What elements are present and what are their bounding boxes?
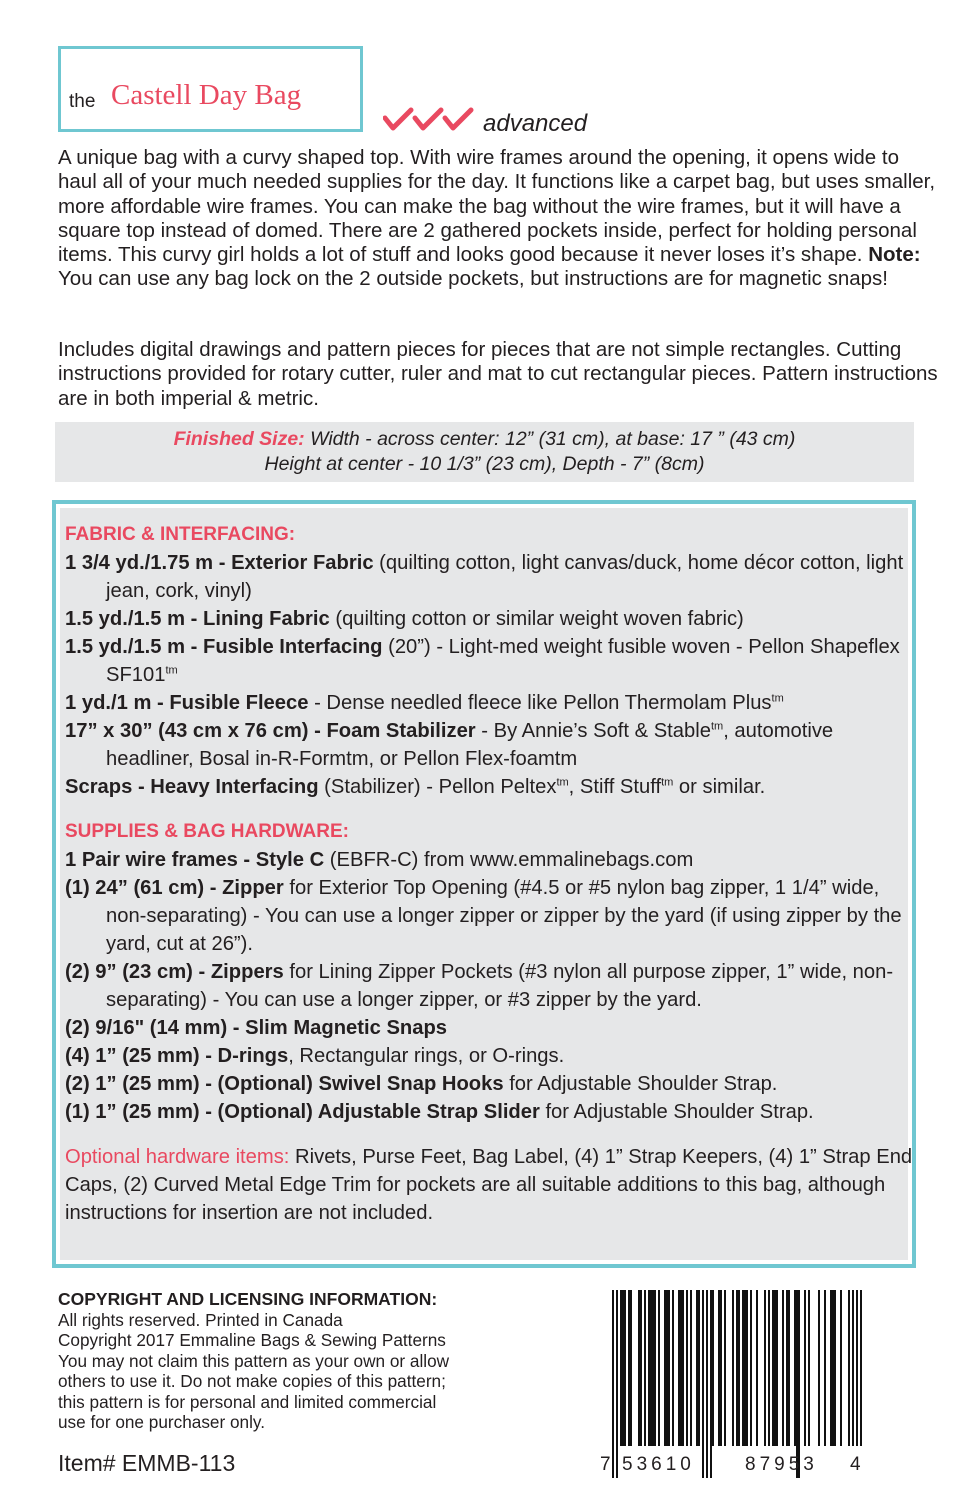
barcode-bar (724, 1290, 726, 1446)
barcode-bar (738, 1290, 740, 1446)
barcode-bar (808, 1290, 810, 1446)
fabric-item: 1 yd./1 m - Fusible Fleece - Dense needled fleece like Pellon Thermolam Plus$^{tm}$ (65, 692, 784, 714)
supply-item: (4) 1” (25 mm) - D-rings, Rectangular rings, or O-rings. (65, 1045, 565, 1067)
barcode-bar (640, 1290, 642, 1446)
barcode-bar (834, 1290, 836, 1446)
note-label: Note: (868, 243, 921, 267)
copyright-heading: COPYRIGHT AND LICENSING INFORMATION: (58, 1289, 438, 1309)
barcode-bar (804, 1290, 806, 1446)
barcode-bar (798, 1290, 800, 1478)
barcode-bar (678, 1290, 680, 1446)
barcode-bar (712, 1290, 714, 1446)
title-box (58, 46, 363, 132)
barcode-bar (774, 1290, 776, 1446)
copyright-line: use for one purchaser only. (58, 1412, 266, 1432)
barcode-bar (680, 1290, 682, 1446)
pattern-title: Castell Day Bag (111, 79, 302, 111)
supply-item: (2) 9” (23 cm) - Zippers for Lining Zipper Pockets (#3 nylon all purpose zipper, 1” wide, non-separating) - You can use a longer zipper, or #3 zipper by the yard. (65, 961, 894, 1011)
barcode-bar (718, 1290, 720, 1446)
copyright-line: this pattern is for personal and limited commercial (58, 1391, 437, 1412)
barcode-bar (698, 1290, 700, 1446)
fabric-item: 17” x 30” (43 cm x 76 cm) - Foam Stabilizer - By Annie’s Soft & Stable$^{tm}$, automotive headliner, Bosal in-R-Formtm, or Pellon Flex-foamtm (65, 720, 834, 770)
fabric-item: 1.5 yd./1.5 m - Lining Fabric (quilting cotton or similar weight woven fabric) (65, 608, 744, 630)
triple-check-icon (383, 106, 475, 132)
optional-text: Rivets, Purse Feet, Bag Label, (4) 1” Strap Keepers, (4) 1” Strap End Caps, (2) Curved Metal Edge Trim for pockets are all suitable additions to this bag, although instructions for insertion are not included. (65, 1146, 913, 1224)
barcode-bar (768, 1290, 770, 1446)
finished-size-box (55, 422, 914, 482)
fabric-item: 1.5 yd./1.5 m - Fusible Interfacing (20”) - Light-med weight fusible woven - Pellon Shapeflex $SF101^{tm}$ (65, 636, 900, 686)
barcode-bar (624, 1290, 626, 1446)
fabric-item: Scraps - Heavy Interfacing (Stabilizer) - Pellon Peltex$^{tm}$, Stiff Stuff$^{tm}$ or similar. (65, 776, 766, 798)
barcode-bar (832, 1290, 834, 1446)
finished-size-label: Finished Size: (173, 428, 305, 450)
barcode-bar (706, 1290, 708, 1478)
copyright-line: All rights reserved. Printed in Canada (58, 1309, 343, 1330)
supply-item: (2) 9/16" (14 mm) - Slim Magnetic Snaps (65, 1017, 448, 1039)
copyright-line: others to use it. Do not make copies of this pattern; (58, 1371, 446, 1391)
barcode-bar (794, 1290, 796, 1446)
copyright-block (58, 1289, 558, 1433)
barcode-bar (818, 1290, 820, 1446)
finished-size-line2: Height at center - 10 1/3” (23 cm), Depth - 7” (8cm) (264, 453, 705, 475)
optional-label: Optional hardware items: (65, 1146, 290, 1168)
barcode-bar (630, 1290, 632, 1446)
copyright-line: Copyright 2017 Emmaline Bags & Sewing Patterns (58, 1330, 446, 1350)
barcode-digits-left: 53610 (622, 1454, 695, 1475)
copyright-line: You may not claim this pattern as your own or allow (58, 1350, 450, 1371)
barcode-bar (622, 1290, 624, 1446)
finished-size-line1: Width - across center: 12” (31 cm), at base: 17 ” (43 cm) (304, 428, 796, 450)
barcode-bar (856, 1290, 858, 1446)
barcode-bar (776, 1290, 778, 1446)
barcode-bar (644, 1290, 646, 1446)
barcode-bar (668, 1290, 670, 1446)
supply-item: (1) 1” (25 mm) - (Optional) Adjustable Strap Slider for Adjustable Shoulder Strap. (65, 1101, 814, 1123)
barcode-bar (852, 1290, 854, 1446)
supply-item: (2) 1” (25 mm) - (Optional) Swivel Snap Hooks for Adjustable Shoulder Strap. (65, 1073, 778, 1095)
barcode-bar (648, 1290, 650, 1446)
supplies-heading: SUPPLIES & BAG HARDWARE: (65, 821, 349, 842)
intro-text-b: You can use any bag lock on the 2 outside pockets, but instructions are for magnetic snaps! (58, 267, 888, 291)
optional-hardware (65, 1143, 913, 1227)
skill-level: advanced (483, 110, 588, 137)
barcode-bar (736, 1290, 738, 1446)
barcode-bar (710, 1290, 712, 1478)
barcode-bar (686, 1290, 688, 1446)
barcode-bar (848, 1290, 850, 1446)
barcode-bar (690, 1290, 692, 1446)
barcode-digit-last: 4 (850, 1454, 861, 1475)
barcode-bar (756, 1290, 758, 1446)
barcode-bar (616, 1290, 618, 1478)
barcode-bar (620, 1290, 622, 1446)
barcode-bar (744, 1290, 746, 1446)
barcode-bar (658, 1290, 660, 1446)
barcode-digit-first: 7 (600, 1454, 611, 1475)
barcode-bar (746, 1290, 748, 1446)
barcode-bar (696, 1290, 698, 1446)
barcode-bar (720, 1290, 722, 1446)
barcode-bar (796, 1290, 798, 1478)
barcode-bar (750, 1290, 752, 1446)
intro-paragraph (58, 146, 938, 292)
barcode-bar (824, 1290, 826, 1446)
barcode-bar (830, 1290, 832, 1446)
title-prefix: the (69, 91, 96, 112)
barcode-bar (840, 1290, 842, 1446)
barcode-bar (732, 1290, 734, 1446)
supply-item: (1) 24” (61 cm) - Zipper for Exterior Top Opening (#4.5 or #5 nylon bag zipper, 1 1/4” wide, non-separating) - You can use a longer zipper or zipper by the yard (if using zipper by the yard, cut at 26”). (65, 877, 902, 955)
barcode-bar (650, 1290, 652, 1446)
barcode-bar (782, 1290, 784, 1446)
barcode-bar (628, 1290, 630, 1446)
barcode (592, 1290, 882, 1480)
barcode-bar (860, 1290, 862, 1446)
intro-text-a: A unique bag with a curvy shaped top. With wire frames around the opening, it opens wide to haul all of your much needed supplies for the day. It functions like a carpet bag, but uses smaller, more affordable wire frames. You can make the bag without the wire frames, but it will have a square top instead of domed. There are 2 gathered pockets inside, perfect for holding personal items. This curvy girl holds a lot of stuff and looks good because it never loses it’s shape. (58, 146, 936, 267)
barcode-bar (772, 1290, 774, 1446)
includes-paragraph: Includes digital drawings and pattern pieces for pieces that are not simple rectangles. Cutting instructions provided for rotary cutter, ruler and mat to cut rectangular pieces. Pattern instructions are in both imperial & metric. (58, 338, 938, 410)
barcode-bar (786, 1290, 788, 1446)
fabric-item: 1 3/4 yd./1.75 m - Exterior Fabric (quilting cotton, light canvas/duck, home décor cotton, light jean, cork, vinyl) (65, 552, 904, 602)
barcode-bar (666, 1290, 668, 1446)
item-number: Item# EMMB-113 (58, 1450, 236, 1476)
barcode-bar (652, 1290, 654, 1446)
barcode-bar (672, 1290, 674, 1446)
fabric-heading: FABRIC & INTERFACING: (65, 524, 296, 545)
barcode-bar (742, 1290, 744, 1446)
barcode-bar (638, 1290, 640, 1446)
barcode-bar (702, 1290, 704, 1478)
barcode-bar (764, 1290, 766, 1446)
barcode-bar (654, 1290, 656, 1446)
materials-box (52, 500, 916, 1268)
barcode-bar (788, 1290, 790, 1446)
barcode-digits-right: 87953 (745, 1454, 818, 1475)
barcode-bar (612, 1290, 614, 1478)
barcode-bar (682, 1290, 684, 1446)
supply-item: 1 Pair wire frames - Style C (EBFR-C) from www.emmalinebags.com (65, 849, 694, 871)
barcode-bar (664, 1290, 666, 1446)
